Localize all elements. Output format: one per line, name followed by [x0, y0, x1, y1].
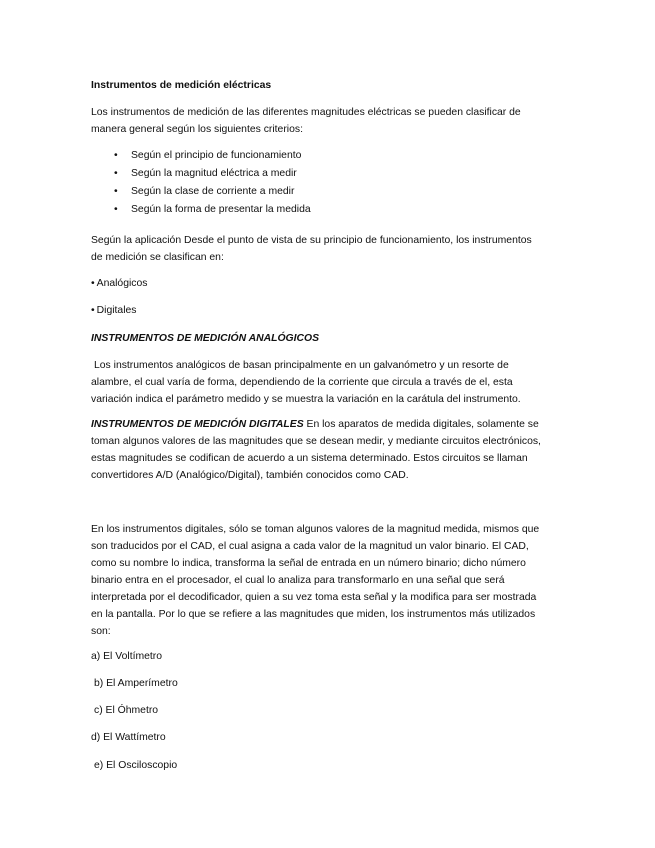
- analog-heading: INSTRUMENTOS DE MEDICIÓN ANALÓGICOS: [91, 333, 320, 344]
- instrument-item-amperimetro: b) El Amperímetro: [94, 678, 178, 689]
- classification-paragraph: Según la aplicación Desde el punto de vista de su principio de funcionamiento, los instrumentos de medición se clasifican en:: [91, 235, 532, 263]
- digital-paragraph: [91, 416, 546, 484]
- instrument-item-voltimetro: a) El Voltímetro: [91, 651, 163, 662]
- type-item-analog: • Analógicos: [91, 278, 148, 289]
- document-title: Instrumentos de medición eléctricas: [91, 80, 272, 91]
- instrument-item-wattimetro: d) El Wattímetro: [91, 732, 166, 743]
- list-item: • Según el principio de funcionamiento: [91, 147, 531, 165]
- list-item: • Según la forma de presentar la medida: [91, 201, 531, 219]
- criteria-list: [91, 147, 531, 219]
- bullet-icon: •: [114, 204, 118, 215]
- type-item-digital: • Digitales: [91, 305, 137, 316]
- digital-text: En los aparatos de medida digitales, solamente se toman algunos valores de las magnitudes que se desean medir, y mediante circuitos electrónicos, estas magnitudes se codifican de acuerdo a un sistema determinado. Estos circuitos se llaman convertidores A/D (Analógico/Digital), también conocidos como CAD.: [91, 419, 541, 481]
- bullet-icon: •: [91, 278, 95, 289]
- analog-paragraph: Los instrumentos analógicos de basan principalmente en un galvanómetro y un resorte de alambre, el cual varía de forma, dependiendo de la corriente que circula a través de el, esta variación indica el parámetro medido y se muestra la variación en la carátula del instrumento.: [91, 360, 521, 405]
- instrument-item-osciloscopio: e) El Osciloscopio: [94, 760, 178, 771]
- list-item: • Según la magnitud eléctrica a medir: [91, 165, 531, 183]
- list-item: • Según la clase de corriente a medir: [91, 183, 531, 201]
- intro-paragraph: Los instrumentos de medición de las diferentes magnitudes eléctricas se pueden clasificar de manera general según los siguientes criterios:: [91, 107, 521, 135]
- bullet-icon: •: [114, 168, 118, 179]
- digital-heading: INSTRUMENTOS DE MEDICIÓN DIGITALES: [91, 419, 304, 430]
- instrument-item-ohmetro: c) El Óhmetro: [94, 705, 159, 716]
- bullet-icon: •: [114, 186, 118, 197]
- bullet-icon: •: [114, 150, 118, 161]
- digital-detail-paragraph: En los instrumentos digitales, sólo se toman algunos valores de la magnitud medida, mismos que son traducidos por el CAD, el cual asigna a cada valor de la magnitud un valor binario. El CAD, como su nombre lo indica, transforma la señal de entrada en un número binario; dicho número binario entra en el procesador, el cual lo analiza para transformarlo en una señal que será interpretada por el decodificador, quien a su vez toma esta señal y la modifica para ser mostrada en la pantalla. Por lo que se refiere a las magnitudes que miden, los instrumentos más utilizados son:: [91, 524, 540, 637]
- bullet-icon: •: [91, 305, 95, 316]
